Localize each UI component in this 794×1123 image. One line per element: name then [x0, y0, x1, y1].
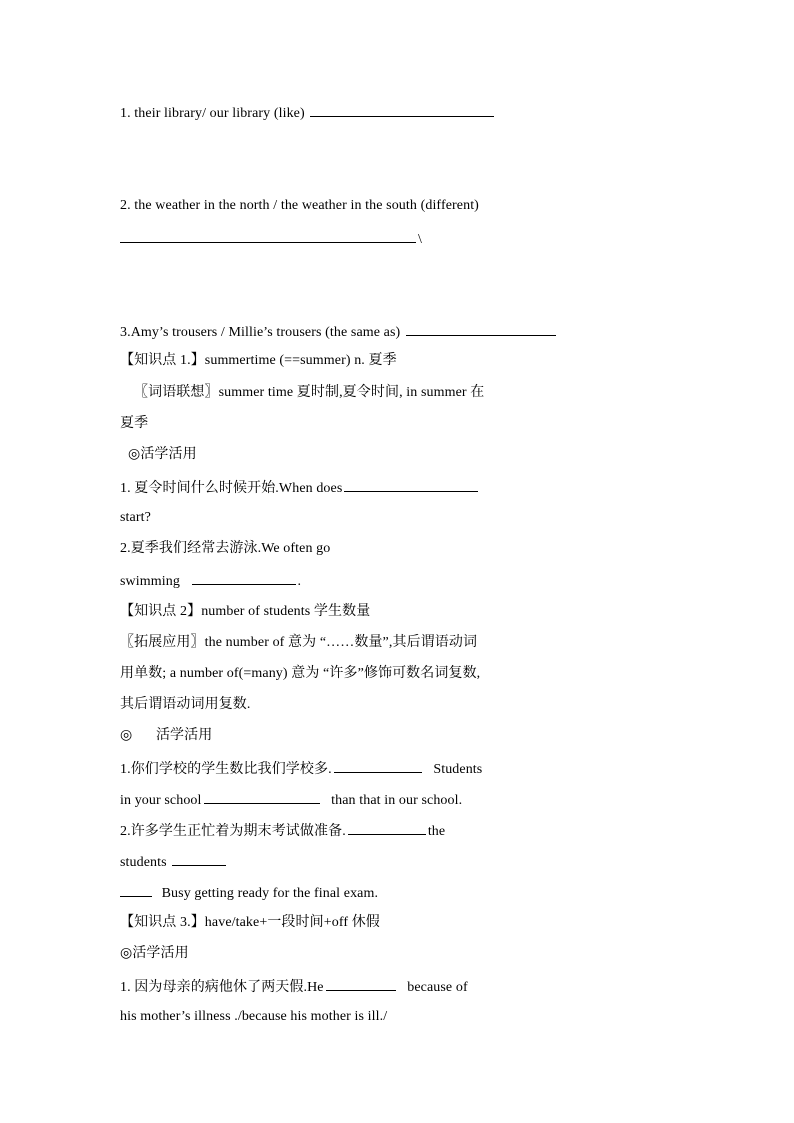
kp2-extension-line-3: 其后谓语动词用复数.	[120, 697, 251, 712]
kp2-heading: 【知识点 2】number of students 学生数量	[120, 604, 371, 619]
exercise-1-text: 1. their library/ our library (like)	[120, 106, 305, 121]
answer-blank[interactable]	[348, 820, 426, 835]
kp3-q1-continuation: his mother’s illness ./because his mother is ill./	[120, 1009, 388, 1024]
kp1-q1-continuation: start?	[120, 510, 151, 525]
kp2-q1-tail: Students	[433, 762, 483, 777]
kp2-q2-c-tail: Busy getting ready for the final exam.	[161, 886, 379, 901]
kp2-q1-text: 1.你们学校的学生数比我们学校多.	[120, 762, 332, 777]
exercise-2-text: 2. the weather in the north / the weather in the south (different)	[120, 198, 479, 213]
answer-blank[interactable]	[344, 477, 478, 492]
kp2-extension-line-2: 用单数; a number of(=many) 意为 “许多”修饰可数名词复数,	[120, 666, 481, 681]
kp3-q1-tail: because of	[407, 980, 468, 995]
kp1-question-1	[120, 477, 480, 499]
exercise-3-text: 3.Amy’s trousers / Millie’s trousers (the same as)	[120, 325, 401, 340]
kp2-q1-b-head: in your school	[120, 793, 202, 808]
kp2-q2-continuation	[120, 851, 228, 873]
kp2-q2-tail: the	[427, 824, 446, 839]
kp2-practice-row	[120, 726, 212, 746]
target-symbol-icon: ◎	[120, 728, 133, 743]
answer-blank[interactable]	[310, 102, 494, 117]
kp2-q2-b: students	[120, 855, 167, 870]
exercise-2	[120, 196, 479, 216]
exercise-1	[120, 102, 496, 124]
answer-blank[interactable]	[192, 570, 296, 585]
kp3-practice-label: ◎活学活用	[120, 946, 189, 961]
answer-blank[interactable]	[334, 758, 422, 773]
kp2-question-1	[120, 758, 482, 780]
kp1-association-line-2: 夏季	[120, 416, 149, 431]
answer-blank[interactable]	[406, 321, 556, 336]
answer-blank[interactable]	[204, 789, 320, 804]
kp3-heading: 【知识点 3.】have/take+一段时间+off 休假	[120, 915, 380, 930]
kp2-extension-line-1: 〖拓展应用〗the number of 意为 “……数量”,其后谓语动词	[120, 635, 478, 650]
kp1-q2-continuation	[120, 570, 301, 592]
answer-blank[interactable]	[120, 228, 416, 243]
answer-blank[interactable]	[120, 882, 152, 897]
kp1-q1-text: 1. 夏令时间什么时候开始.When does	[120, 481, 343, 496]
kp2-q2-final	[120, 882, 378, 904]
answer-blank[interactable]	[172, 851, 226, 866]
answer-blank[interactable]	[326, 976, 396, 991]
kp1-heading: 【知识点 1.】summertime (==summer) n. 夏季	[120, 353, 397, 368]
kp2-question-2	[120, 820, 445, 842]
exercise-3	[120, 321, 558, 343]
kp3-q1-text: 1. 因为母亲的病他休了两天假.He	[120, 980, 324, 995]
kp1-q2-text: swimming	[120, 574, 180, 589]
kp2-q1-b-tail: than that in our school.	[331, 793, 463, 808]
kp2-q2-text: 2.许多学生正忙着为期末考试做准备.	[120, 824, 346, 839]
kp1-q2-end: .	[297, 574, 302, 589]
kp1-association-line-1: 〖词语联想〗summer time 夏时制,夏令时间, in summer 在	[134, 385, 485, 400]
kp2-practice-label: 活学活用	[155, 728, 213, 743]
kp2-q1-continuation	[120, 789, 462, 811]
exercise-2-tail: \	[418, 232, 422, 247]
exercise-2-answer-line	[120, 228, 422, 250]
kp1-practice-label: ◎活学活用	[128, 447, 197, 462]
kp3-question-1	[120, 976, 468, 998]
kp1-question-2: 2.夏季我们经常去游泳.We often go	[120, 541, 331, 556]
